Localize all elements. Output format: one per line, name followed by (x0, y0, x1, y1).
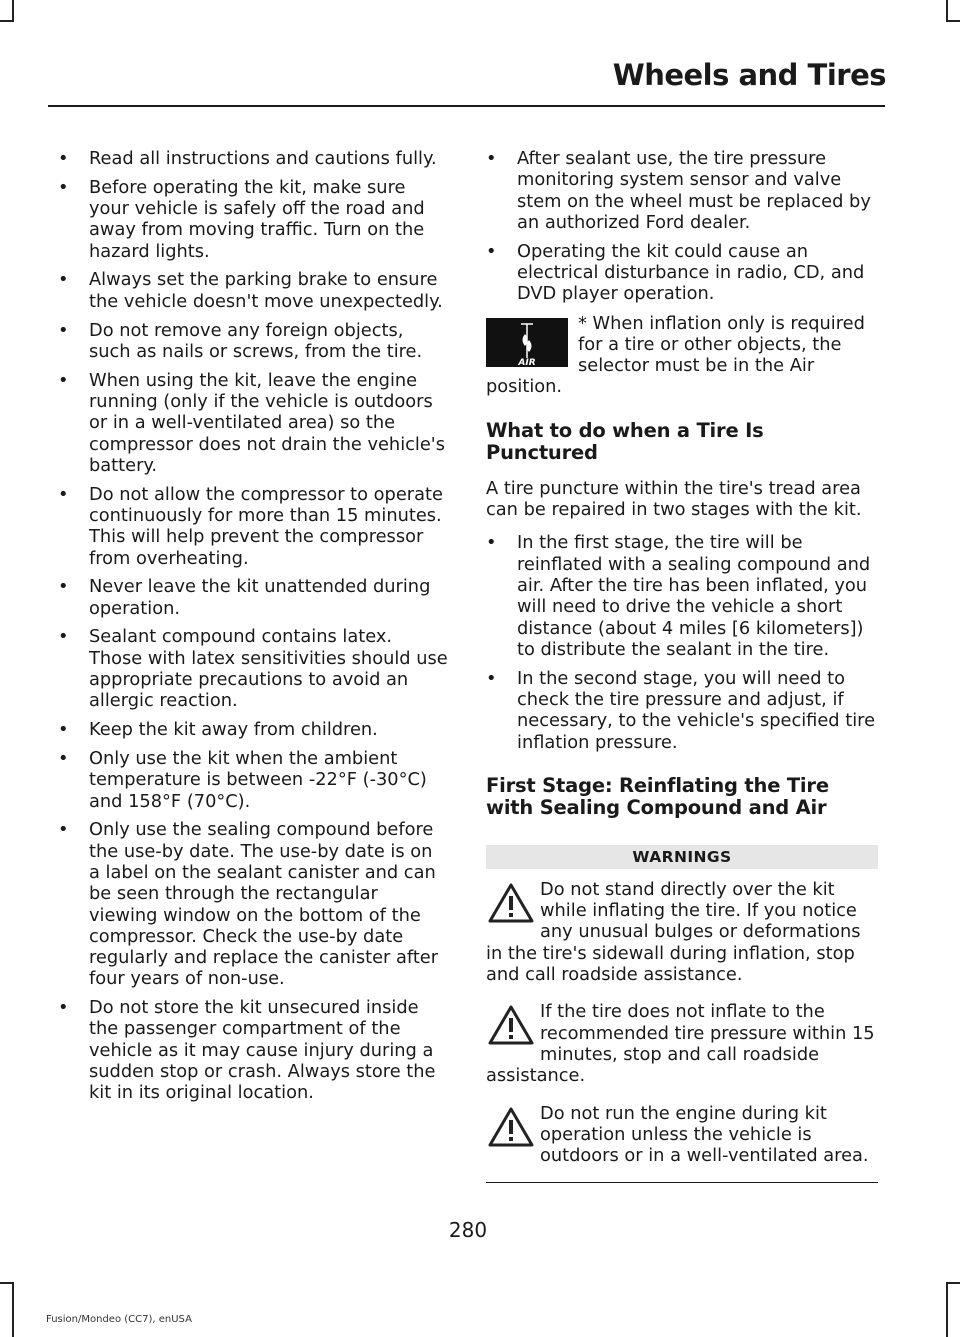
crop-mark-bottom-left-v (12, 1282, 14, 1337)
list-item: • After sealant use, the tire pressure monitoring system sensor and valve stem on the wheel must be replaced by an authorized Ford dealer. (486, 148, 878, 233)
list-item: • In the second stage, you will need to check the tire pressure and adjust, if necessary, to the vehicle's specified tire inflation pressure. (486, 668, 878, 753)
warning-text: Do not run the engine during kit operation unless the vehicle is outdoors or in a well-ventilated area. (540, 1102, 869, 1167)
warning-triangle-icon (486, 881, 536, 925)
section-heading-punctured: What to do when a Tire Is Punctured (486, 418, 764, 464)
warning-triangle-icon (486, 1003, 536, 1047)
page-title: Wheels and Tires (612, 58, 886, 92)
crop-mark-top-right-v (946, 0, 948, 22)
warning-text: If the tire does not inflate to the recommended tire pressure within 15 minutes, stop and call roadside assistance. (486, 1001, 875, 1087)
right-column (486, 148, 878, 1183)
punctured-intro: A tire puncture within the tire's tread area can be repaired in two stages with the kit. (486, 477, 862, 521)
crop-mark-top-left-v (12, 0, 14, 22)
list-item: • Only use the kit when the ambient temperature is between -22°F (-30°C) and 158°F (70°C). (58, 748, 448, 812)
warnings-bottom-rule (486, 1182, 878, 1183)
list-item: • Read all instructions and cautions fully. (58, 148, 448, 169)
page-number: 280 (448, 1218, 488, 1242)
footer-model-code: Fusion/Mondeo (CC7), enUSA (46, 1314, 192, 1325)
left-column (58, 148, 448, 1111)
list-item: • Never leave the kit unattended during operation. (58, 576, 448, 619)
safety-cautions-list (58, 148, 448, 1104)
crop-mark-top-right-h (946, 20, 960, 22)
header-divider (48, 105, 885, 107)
list-item: • Do not store the kit unsecured inside the passenger compartment of the vehicle as it may cause injury during a sudden stop or crash. Always store the kit in its original location. (58, 997, 448, 1103)
section-heading-first-stage: First Stage: Reinflating the Tire with Sealing Compound and Air (486, 773, 829, 819)
warning-item (486, 879, 878, 985)
warning-item (486, 1103, 878, 1167)
list-item: • Keep the kit away from children. (58, 719, 448, 740)
list-item: • Do not allow the compressor to operate continuously for more than 15 minutes. This will help prevent the compressor from overheating. (58, 484, 448, 569)
list-item: • Before operating the kit, make sure your vehicle is safely off the road and away from moving traffic. Turn on the hazard lights. (58, 177, 448, 262)
warning-item (486, 1001, 878, 1086)
list-item: • Do not remove any foreign objects, such as nails or screws, from the tire. (58, 320, 448, 363)
air-position-note (486, 313, 878, 398)
air-icon-label: AIR (518, 357, 536, 367)
list-item: • In the first stage, the tire will be reinflated with a sealing compound and air. After the tire has been inflated, you will need to drive the vehicle a short distance (about 4 miles [6 kilometers]) to distribute the sealant in the tire. (486, 532, 878, 660)
crop-mark-top-left-h (0, 20, 14, 22)
warning-text: Do not stand directly over the kit while inflating the tire. If you notice any unusual bulges or deformations in the tire's sidewall during inflation, stop and call roadside assistance. (486, 878, 861, 986)
repair-stages-list (486, 532, 878, 752)
list-item: • Always set the parking brake to ensure the vehicle doesn't move unexpectedly. (58, 269, 448, 312)
list-item: • Operating the kit could cause an electrical disturbance in radio, CD, and DVD player operation. (486, 241, 878, 305)
warning-triangle-icon (486, 1105, 536, 1149)
air-selector-icon (486, 318, 568, 367)
sealant-notes-list (486, 148, 878, 305)
crop-mark-bottom-right-h (946, 1282, 960, 1284)
crop-mark-bottom-left-h (0, 1282, 14, 1284)
list-item: • Sealant compound contains latex. Those with latex sensitivities should use appropriate precautions to avoid an allergic reaction. (58, 626, 448, 711)
warnings-header: WARNINGS (486, 845, 878, 869)
air-note-text: * When inflation only is required for a tire or other objects, the selector must be in the Air position. (486, 312, 865, 398)
list-item: • Only use the sealing compound before the use-by date. The use-by date is on a label on the sealant canister and can be seen through the rectangular viewing window on the bottom of the compressor. Check the use-by date regularly and replace the canister after four years of non-use. (58, 819, 448, 989)
crop-mark-bottom-right-v (946, 1282, 948, 1337)
list-item: • When using the kit, leave the engine running (only if the vehicle is outdoors or in a well-ventilated area) so the compressor does not drain the vehicle's battery. (58, 370, 448, 476)
